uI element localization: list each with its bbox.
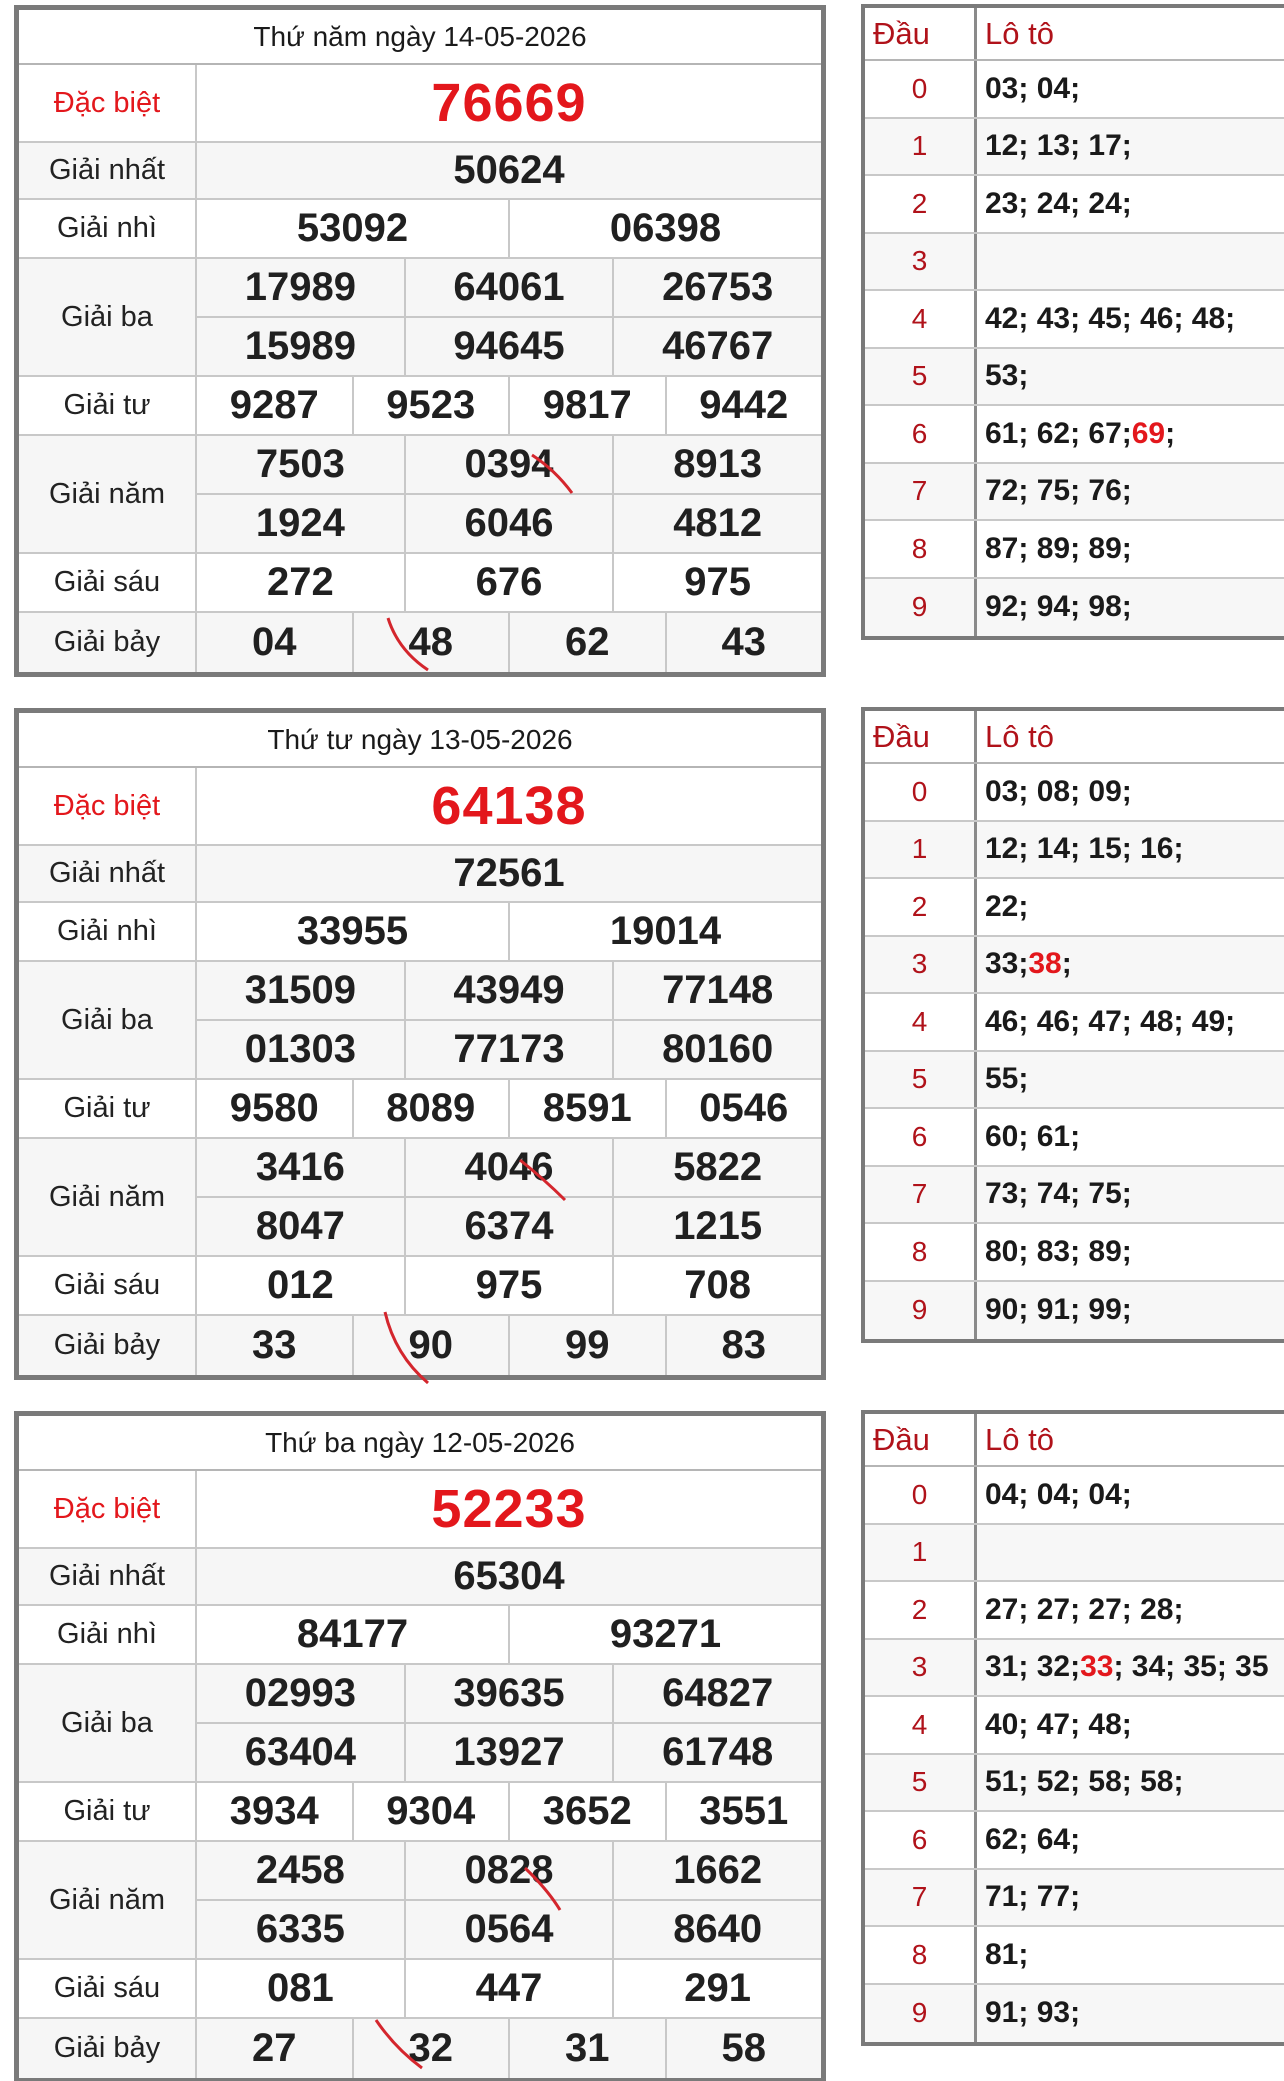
tails-text: 61; 62; 67;	[985, 416, 1132, 450]
prize-label: Giải nhì	[19, 200, 197, 257]
loto-row	[865, 349, 1284, 407]
prize-label: Giải sáu	[19, 1960, 197, 2017]
prize-number: 80160	[612, 1021, 821, 1078]
loto-head: 0	[865, 764, 977, 820]
loto-tails	[977, 1525, 1284, 1581]
prize-number: 6335	[255, 1907, 345, 1951]
prize-row-fifth	[19, 1139, 821, 1257]
prize-label: Giải nhất	[19, 846, 197, 901]
tails-text: 12; 14; 15; 16;	[985, 832, 1184, 866]
loto-head: 8	[865, 521, 977, 577]
loto-tails	[977, 764, 1284, 820]
tails-text: 71; 77;	[985, 1880, 1081, 1914]
loto-row	[865, 176, 1284, 234]
loto-tails	[977, 1640, 1284, 1696]
prize-number: 291	[612, 1960, 821, 2017]
prize-number: 46767	[612, 318, 821, 375]
prize-label: Giải bảy	[19, 613, 197, 672]
prize-label: Giải ba	[19, 259, 197, 375]
prize-number: 8913	[612, 436, 821, 493]
prize-number: 43949	[404, 962, 613, 1019]
tails-text: 91; 93;	[985, 1996, 1081, 2030]
prize-row-special	[19, 768, 821, 846]
prize-label: Giải năm	[19, 436, 197, 552]
loto-row	[865, 521, 1284, 579]
tails-text: 60; 61;	[985, 1119, 1081, 1153]
loto-tails	[977, 1167, 1284, 1223]
loto-head: 0	[865, 1467, 977, 1523]
prize-number: 58	[665, 2019, 822, 2078]
prize-row-second	[19, 1606, 821, 1665]
prize-number: 8591	[508, 1080, 665, 1137]
loto-header	[865, 8, 1284, 61]
loto-head: 4	[865, 994, 977, 1050]
loto-tails	[977, 579, 1284, 637]
loto-row	[865, 1109, 1284, 1167]
loto-tails	[977, 937, 1284, 993]
prize-row-seventh	[19, 613, 821, 672]
loto-row	[865, 1282, 1284, 1340]
prize-number: 6046	[404, 495, 613, 552]
loto-tails	[977, 1927, 1284, 1983]
loto-row	[865, 879, 1284, 937]
tails-text: 81;	[985, 1937, 1029, 1971]
loto-tails	[977, 1870, 1284, 1926]
prize-number: 0546	[665, 1080, 822, 1137]
loto-tails	[977, 879, 1284, 935]
loto-head: 7	[865, 1870, 977, 1926]
loto-head: 7	[865, 1167, 977, 1223]
prize-row-third	[19, 1665, 821, 1783]
prize-number: 975	[612, 554, 821, 611]
tails-text: 62; 64;	[985, 1822, 1081, 1856]
header-dau: Đầu	[873, 1421, 930, 1457]
prize-number: 43	[665, 613, 822, 672]
result-table	[14, 708, 826, 1380]
prize-number: 26753	[612, 259, 821, 316]
prize-label: Giải nhì	[19, 903, 197, 960]
prize-row-fifth	[19, 1842, 821, 1960]
loto-head: 6	[865, 1109, 977, 1165]
prize-row-fourth	[19, 1783, 821, 1842]
loto-tails	[977, 291, 1284, 347]
tails-text: 23; 24; 24;	[985, 186, 1132, 220]
prize-number: 19014	[508, 903, 821, 960]
loto-head: 6	[865, 1812, 977, 1868]
prize-number: 3551	[665, 1783, 822, 1840]
prize-number: 0564	[404, 1901, 613, 1958]
loto-tails	[977, 822, 1284, 878]
loto-head: 9	[865, 579, 977, 637]
prize-row-first	[19, 1549, 821, 1606]
loto-tails	[977, 1052, 1284, 1108]
loto-head: 2	[865, 1582, 977, 1638]
result-table	[14, 1411, 826, 2081]
tails-text: 40; 47; 48;	[985, 1707, 1132, 1741]
prize-row-sixth	[19, 554, 821, 613]
prize-number: 676	[404, 554, 613, 611]
prize-row-special	[19, 65, 821, 143]
prize-number: 61748	[612, 1724, 821, 1781]
prize-number: 02993	[244, 1671, 356, 1715]
prize-number: 708	[612, 1257, 821, 1314]
loto-row	[865, 119, 1284, 177]
prize-row-seventh	[19, 1316, 821, 1375]
tails-text: 22;	[985, 889, 1029, 923]
prize-label: Giải tư	[19, 377, 197, 434]
prize-label: Giải nhì	[19, 1606, 197, 1663]
loto-head: 2	[865, 879, 977, 935]
prize-row-second	[19, 200, 821, 259]
special-tail: 38	[1028, 947, 1062, 981]
loto-tails	[977, 1582, 1284, 1638]
loto-row	[865, 1985, 1284, 2043]
prize-number: 9304	[352, 1783, 509, 1840]
prize-row-fourth	[19, 377, 821, 436]
prize-number: 2458	[255, 1848, 345, 1892]
tails-after: ;	[1165, 416, 1176, 450]
loto-row	[865, 1167, 1284, 1225]
prize-number: 1662	[612, 1842, 821, 1899]
prize-number: 77173	[404, 1021, 613, 1078]
loto-head: 3	[865, 234, 977, 290]
prize-row-sixth	[19, 1257, 821, 1316]
prize-number: 3652	[508, 1783, 665, 1840]
loto-tails	[977, 176, 1284, 232]
prize-row-sixth	[19, 1960, 821, 2019]
loto-head: 3	[865, 937, 977, 993]
loto-head: 8	[865, 1927, 977, 1983]
loto-row	[865, 1467, 1284, 1525]
special-number: 76669	[431, 73, 587, 133]
loto-head: 3	[865, 1640, 977, 1696]
loto-row	[865, 1697, 1284, 1755]
special-tail: 33	[1080, 1650, 1114, 1684]
prize-number: 50624	[453, 148, 565, 192]
tails-after: ;	[1061, 947, 1072, 981]
loto-tails	[977, 1109, 1284, 1165]
prize-row-first	[19, 143, 821, 200]
prize-number: 93271	[508, 1606, 821, 1663]
loto-row	[865, 234, 1284, 292]
prize-row-first	[19, 846, 821, 903]
header-dau: Đầu	[873, 718, 930, 754]
loto-tails	[977, 349, 1284, 405]
prize-number: 4812	[612, 495, 821, 552]
prize-number: 9817	[508, 377, 665, 434]
loto-row	[865, 1582, 1284, 1640]
result-table	[14, 5, 826, 677]
loto-tails	[977, 406, 1284, 462]
tails-text: 04; 04; 04;	[985, 1477, 1132, 1511]
loto-row	[865, 406, 1284, 464]
loto-row	[865, 61, 1284, 119]
loto-tails	[977, 1697, 1284, 1753]
loto-tails	[977, 464, 1284, 520]
prize-label: Giải bảy	[19, 2019, 197, 2078]
loto-tails	[977, 119, 1284, 175]
prize-number: 15989	[244, 324, 356, 368]
loto-table	[861, 707, 1284, 1343]
prize-number: 9523	[352, 377, 509, 434]
loto-row	[865, 1224, 1284, 1282]
loto-header	[865, 711, 1284, 764]
loto-head: 6	[865, 406, 977, 462]
draw-title: Thứ ba ngày 12-05-2026	[19, 1416, 821, 1471]
loto-row	[865, 1755, 1284, 1813]
prize-row-seventh	[19, 2019, 821, 2078]
loto-table	[861, 1410, 1284, 2046]
prize-label: Đặc biệt	[19, 768, 197, 844]
prize-row-second	[19, 903, 821, 962]
special-tail: 69	[1131, 416, 1166, 450]
loto-row	[865, 1870, 1284, 1928]
prize-number: 9442	[665, 377, 822, 434]
prize-number: 01303	[244, 1027, 356, 1071]
prize-number: 53092	[296, 206, 409, 250]
prize-number: 39635	[404, 1665, 613, 1722]
prize-label: Giải sáu	[19, 554, 197, 611]
loto-tails	[977, 1812, 1284, 1868]
prize-number: 64061	[404, 259, 613, 316]
loto-head: 1	[865, 119, 977, 175]
loto-row	[865, 1640, 1284, 1698]
prize-row-special	[19, 1471, 821, 1549]
loto-tails	[977, 994, 1284, 1050]
prize-number: 27	[252, 2026, 297, 2070]
prize-number: 84177	[296, 1612, 409, 1656]
tails-text: 12; 13; 17;	[985, 129, 1132, 163]
tails-text: 33;	[985, 947, 1029, 981]
prize-label: Giải ba	[19, 1665, 197, 1781]
loto-head: 9	[865, 1282, 977, 1340]
prize-label: Giải sáu	[19, 1257, 197, 1314]
loto-head: 0	[865, 61, 977, 117]
prize-number: 9287	[229, 383, 319, 427]
loto-tails	[977, 61, 1284, 117]
prize-label: Giải bảy	[19, 1316, 197, 1375]
tails-text: 03; 08; 09;	[985, 774, 1132, 808]
prize-number: 5822	[612, 1139, 821, 1196]
loto-row	[865, 464, 1284, 522]
prize-number: 8089	[352, 1080, 509, 1137]
tails-text: 03; 04;	[985, 71, 1081, 105]
draw-title: Thứ năm ngày 14-05-2026	[19, 10, 821, 65]
tails-text: 53;	[985, 359, 1029, 393]
loto-head: 4	[865, 1697, 977, 1753]
prize-number: 0394	[404, 436, 613, 493]
tails-text: 80; 83; 89;	[985, 1234, 1132, 1268]
loto-tails	[977, 234, 1284, 290]
tails-text: 73; 74; 75;	[985, 1177, 1132, 1211]
loto-row	[865, 822, 1284, 880]
tails-after: ; 34; 35; 35	[1113, 1650, 1269, 1684]
loto-head: 9	[865, 1985, 977, 2043]
prize-number: 9580	[229, 1086, 319, 1130]
tails-text: 55;	[985, 1062, 1029, 1096]
prize-number: 31509	[244, 968, 356, 1012]
prize-number: 77148	[612, 962, 821, 1019]
prize-number: 081	[266, 1966, 334, 2010]
tails-text: 72; 75; 76;	[985, 474, 1132, 508]
loto-head: 4	[865, 291, 977, 347]
prize-row-third	[19, 259, 821, 377]
special-number: 52233	[431, 1479, 587, 1539]
prize-number: 33	[252, 1323, 297, 1367]
loto-tails	[977, 1985, 1284, 2043]
loto-row	[865, 579, 1284, 637]
prize-number: 72561	[453, 851, 565, 895]
prize-label: Giải tư	[19, 1783, 197, 1840]
prize-number: 3934	[229, 1789, 319, 1833]
prize-number: 32	[352, 2019, 509, 2078]
loto-tails	[977, 1224, 1284, 1280]
loto-header	[865, 1414, 1284, 1467]
tails-text: 90; 91; 99;	[985, 1293, 1132, 1327]
prize-number: 62	[508, 613, 665, 672]
prize-row-fourth	[19, 1080, 821, 1139]
tails-text: 51; 52; 58; 58;	[985, 1765, 1184, 1799]
loto-row	[865, 1927, 1284, 1985]
prize-label: Giải năm	[19, 1842, 197, 1958]
prize-number: 65304	[453, 1554, 565, 1598]
prize-number: 48	[352, 613, 509, 672]
prize-number: 83	[665, 1316, 822, 1375]
prize-number: 7503	[255, 442, 345, 486]
loto-row	[865, 291, 1284, 349]
loto-tails	[977, 1282, 1284, 1340]
prize-number: 8640	[612, 1901, 821, 1958]
loto-tails	[977, 521, 1284, 577]
loto-head: 8	[865, 1224, 977, 1280]
prize-number: 06398	[508, 200, 821, 257]
prize-number: 0828	[404, 1842, 613, 1899]
loto-row	[865, 994, 1284, 1052]
loto-head: 1	[865, 1525, 977, 1581]
prize-number: 64827	[612, 1665, 821, 1722]
prize-number: 04	[252, 620, 297, 664]
special-number: 64138	[431, 776, 587, 836]
prize-number: 8047	[255, 1204, 345, 1248]
loto-head: 7	[865, 464, 977, 520]
loto-head: 5	[865, 1052, 977, 1108]
prize-label: Giải nhất	[19, 143, 197, 198]
loto-head: 5	[865, 349, 977, 405]
loto-row	[865, 1525, 1284, 1583]
tails-text: 42; 43; 45; 46; 48;	[985, 301, 1236, 335]
prize-number: 1924	[255, 501, 345, 545]
loto-table	[861, 4, 1284, 640]
loto-row	[865, 764, 1284, 822]
loto-row	[865, 1812, 1284, 1870]
loto-head: 2	[865, 176, 977, 232]
prize-number: 17989	[244, 265, 356, 309]
header-dau: Đầu	[873, 15, 930, 51]
prize-number: 99	[508, 1316, 665, 1375]
prize-label: Giải năm	[19, 1139, 197, 1255]
prize-number: 272	[266, 560, 334, 604]
header-loto: Lô tô	[985, 1421, 1054, 1457]
prize-label: Đặc biệt	[19, 1471, 197, 1547]
prize-number: 447	[404, 1960, 613, 2017]
prize-number: 13927	[404, 1724, 613, 1781]
header-loto: Lô tô	[985, 718, 1054, 754]
prize-number: 012	[266, 1263, 334, 1307]
prize-number: 33955	[296, 909, 409, 953]
prize-number: 90	[352, 1316, 509, 1375]
tails-text: 92; 94; 98;	[985, 590, 1132, 624]
prize-label: Giải ba	[19, 962, 197, 1078]
loto-row	[865, 937, 1284, 995]
tails-text: 46; 46; 47; 48; 49;	[985, 1004, 1236, 1038]
header-loto: Lô tô	[985, 15, 1054, 51]
prize-number: 94645	[404, 318, 613, 375]
loto-tails	[977, 1755, 1284, 1811]
prize-number: 31	[508, 2019, 665, 2078]
tails-text: 31; 32;	[985, 1650, 1081, 1684]
prize-number: 6374	[404, 1198, 613, 1255]
prize-label: Giải tư	[19, 1080, 197, 1137]
prize-label: Đặc biệt	[19, 65, 197, 141]
prize-number: 4046	[404, 1139, 613, 1196]
prize-row-third	[19, 962, 821, 1080]
tails-text: 87; 89; 89;	[985, 531, 1132, 565]
prize-number: 63404	[244, 1730, 356, 1774]
draw-title: Thứ tư ngày 13-05-2026	[19, 713, 821, 768]
prize-number: 975	[404, 1257, 613, 1314]
tails-text: 27; 27; 27; 28;	[985, 1592, 1184, 1626]
prize-row-fifth	[19, 436, 821, 554]
loto-tails	[977, 1467, 1284, 1523]
loto-head: 5	[865, 1755, 977, 1811]
prize-label: Giải nhất	[19, 1549, 197, 1604]
prize-number: 3416	[255, 1145, 345, 1189]
prize-number: 1215	[612, 1198, 821, 1255]
loto-head: 1	[865, 822, 977, 878]
loto-row	[865, 1052, 1284, 1110]
